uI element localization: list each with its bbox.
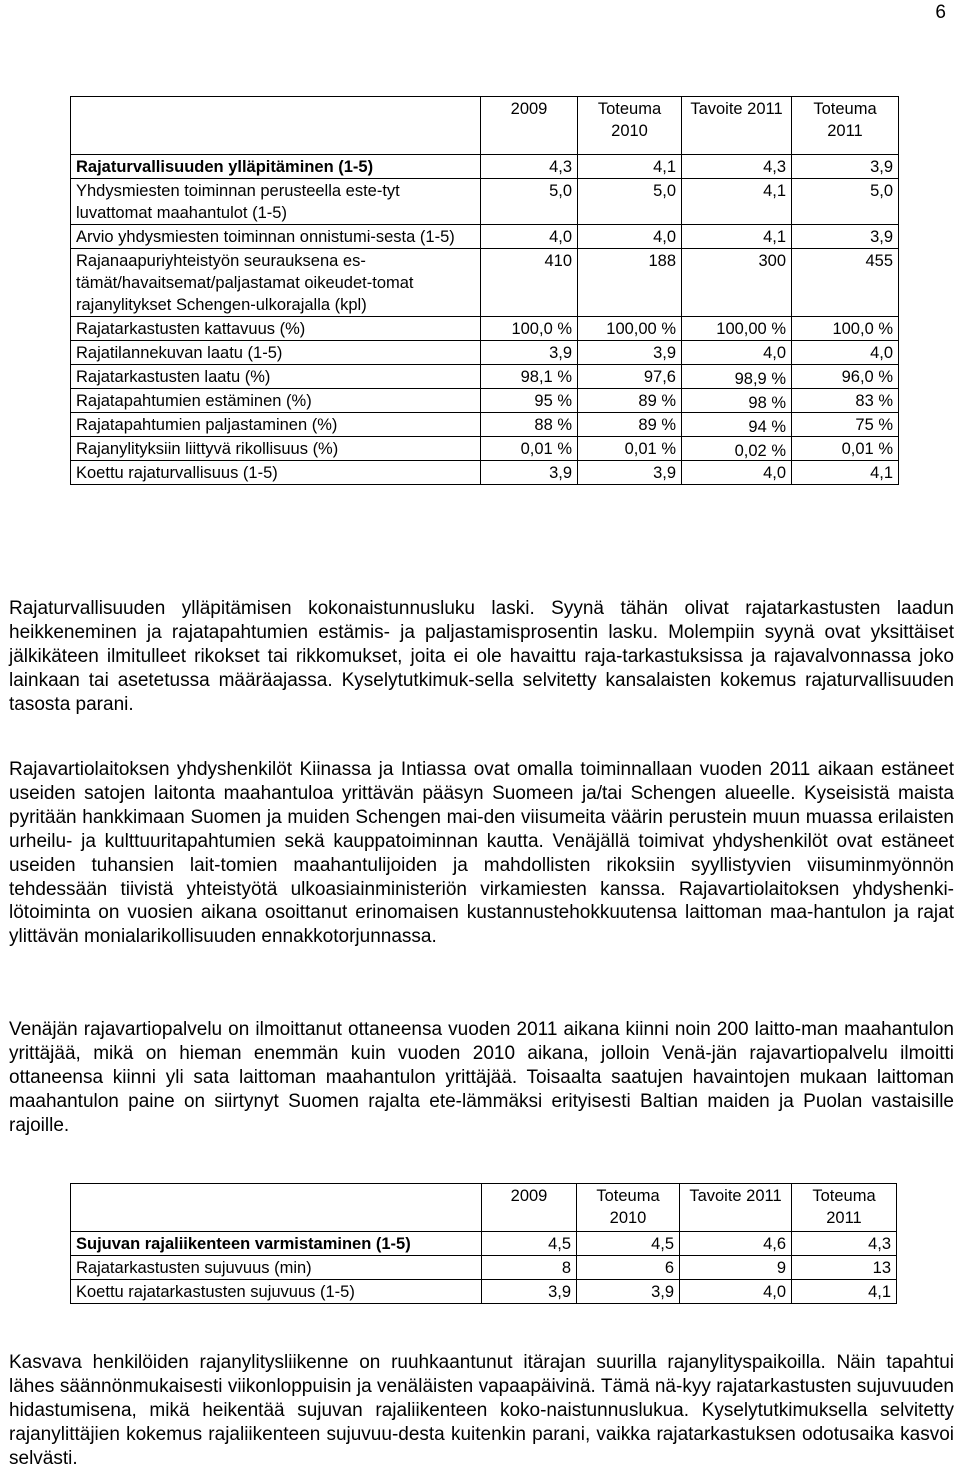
table-row — [71, 413, 899, 437]
value-cell: 3,9 — [577, 1280, 680, 1304]
value-cell: 88 % — [481, 413, 578, 437]
row-label: Rajanylityksiin liittyvä rikollisuus (%) — [71, 437, 481, 461]
value-cell: 13 — [792, 1256, 897, 1280]
value-cell: 3,9 — [578, 461, 682, 485]
value-cell: 4,1 — [578, 155, 682, 179]
row-label: Rajatilannekuvan laatu (1-5) — [71, 341, 481, 365]
row-label: Rajaturvallisuuden ylläpitäminen (1-5) — [71, 155, 481, 179]
value-cell: 98,1 % — [481, 365, 578, 389]
value-cell: 8 — [482, 1256, 577, 1280]
value-cell: 89 % — [578, 389, 682, 413]
value-cell: 4,6 — [680, 1232, 792, 1256]
value-cell: 0,01 % — [792, 437, 899, 461]
body-paragraph: Rajaturvallisuuden ylläpitämisen kokonaistunnusluku laski. Syynä tähän olivat rajatarkastusten laadun heikkeneminen ja rajatapahtumien estämis- ja paljastamisprosentin lasku. Molempiin syynä ovat yksittäiset jälkikäteen ilmitulleet rikokset tai rikkomukset, joita ei ole havaittu raja-tarkastuksissa ja rajavalvonnassa joko lainkaan tai asetetussa määräajassa. Kyselytutkimuk-sella selvitetty kansalaisten kokemus rajaturvallisuuden tasosta parani. — [9, 598, 954, 715]
table-row — [71, 225, 899, 249]
value-cell: 9 — [680, 1256, 792, 1280]
table-row — [71, 437, 899, 461]
header-cell: Toteuma 2011 — [792, 97, 899, 155]
table-row — [71, 341, 899, 365]
value-cell: 4,0 — [481, 225, 578, 249]
header-cell: Toteuma 2010 — [577, 1184, 680, 1232]
value-cell: 4,0 — [578, 225, 682, 249]
table-row — [71, 179, 899, 225]
value-cell: 75 % — [792, 413, 899, 437]
value-cell: 0,01 % — [578, 437, 682, 461]
body-paragraph: Kasvava henkilöiden rajanylitysliikenne on ruuhkaantunut itärajan suurilla rajanylityspaikoilla. Näin tapahtui lähes säännönmukaisesti viikonloppuisin ja venäläisten vapaapäivinä. Tämä nä-kyy rajatarkastusten sujuvuuden hidastumisena, mikä heikentää sujuvan rajaliikenteen koko-naistunnuslukua. Kyselytutkimuksella selvitetty rajanylittäjien kokemus rajaliikenteen sujuvuu-desta kuitenkin parani, vaikka rajatarkastuksen odotusaika kasvoi selvästi. — [9, 1352, 954, 1469]
value-cell: 4,1 — [682, 179, 792, 225]
header-cell: 2009 — [481, 97, 578, 155]
row-label: Rajatarkastusten laatu (%) — [71, 365, 481, 389]
header-cell: Toteuma 2010 — [578, 97, 682, 155]
value-cell: 0,01 % — [481, 437, 578, 461]
value-cell: 4,5 — [577, 1232, 680, 1256]
header-cell — [71, 97, 481, 155]
value-cell: 96,0 % — [792, 365, 899, 389]
value-cell: 300 — [682, 249, 792, 317]
value-cell: 89 % — [578, 413, 682, 437]
value-cell: 5,0 — [578, 179, 682, 225]
value-cell — [682, 413, 792, 437]
row-label: Koettu rajaturvallisuus (1-5) — [71, 461, 481, 485]
value-cell: 4,0 — [792, 341, 899, 365]
value-text: 94 % — [748, 418, 786, 436]
value-cell: 410 — [481, 249, 578, 317]
value-cell: 100,00 % — [682, 317, 792, 341]
body-paragraph: Venäjän rajavartiopalvelu on ilmoittanut ottaneensa vuoden 2011 aikana kiinni noin 200 laitto-man maahantulon yrittäjää, mikä on hieman enemmän kuin vuoden 2010 aikana, jolloin Venä-jän rajavartiopalvelu ilmoitti ottaneensa kiinni yli sata laittoman maahantulon yrittäjää. Toisaalta saatujen havaintojen mukaan laittoman maahantulon paine on siirtynyt Suomen rajalta ete-lämmäksi erityisesti Baltian maiden ja Puolan vastaisille rajoille. — [9, 1019, 954, 1136]
row-label: Rajanaapuriyhteistyön seurauksena es-tämät/havaitsemat/paljastamat oikeudet-tomat rajanylitykset Schengen-ulkorajalla (kpl) — [71, 249, 481, 317]
value-cell: 3,9 — [578, 341, 682, 365]
header-cell: Tavoite 2011 — [680, 1184, 792, 1232]
table-header-row — [71, 97, 899, 155]
value-cell: 4,5 — [482, 1232, 577, 1256]
value-cell: 3,9 — [792, 225, 899, 249]
value-cell — [682, 389, 792, 413]
row-label: Koettu rajatarkastusten sujuvuus (1-5) — [71, 1280, 482, 1304]
row-label: Rajatarkastusten sujuvuus (min) — [71, 1256, 482, 1280]
table-row — [71, 249, 899, 317]
value-cell: 100,00 % — [578, 317, 682, 341]
value-cell: 188 — [578, 249, 682, 317]
value-text: 98,9 % — [734, 370, 786, 388]
value-cell: 3,9 — [792, 155, 899, 179]
border-traffic-table — [70, 1183, 897, 1304]
row-label: Rajatapahtumien estäminen (%) — [71, 389, 481, 413]
value-cell: 3,9 — [482, 1280, 577, 1304]
row-label: Sujuvan rajaliikenteen varmistaminen (1-5) — [71, 1232, 482, 1256]
table-row — [71, 1256, 897, 1280]
value-cell: 5,0 — [481, 179, 578, 225]
value-cell: 95 % — [481, 389, 578, 413]
value-text: 98 % — [748, 394, 786, 412]
row-label: Yhdysmiesten toiminnan perusteella este-tyt luvattomat maahantulot (1-5) — [71, 179, 481, 225]
header-cell — [71, 1184, 482, 1232]
table-row — [71, 1280, 897, 1304]
table-row — [71, 389, 899, 413]
value-cell: 4,1 — [682, 225, 792, 249]
table-header-row — [71, 1184, 897, 1232]
table-row — [71, 461, 899, 485]
value-cell: 4,1 — [792, 1280, 897, 1304]
value-cell: 3,9 — [481, 461, 578, 485]
body-paragraph: Rajavartiolaitoksen yhdyshenkilöt Kiinassa ja Intiassa ovat omalla toiminnallaan vuoden 2011 aikaan estäneet useiden satojen laitonta maahantuloa yrittävän pääsyn Suomeen ja/tai Schengen alueelle. Kyseisistä maista pyritään hankkimaan Suomen ja muiden Schengen mai-den viisumeita väärin perustein muun muassa erilaisten urheilu- ja kulttuuritapahtumien sekä kauppatoiminnan kautta. Venäjällä toimivat yhdyshenkilöt ovat estäneet useiden tuhansien lait-tomien maahantulijoiden ja mahdollisten rikoksiin syyllistyvien viisuminmyönnön tehdessään tiivistä yhteistyötä ulkoasiainministeriön virkamiesten kanssa. Rajavartiolaitoksen yhdyshenki-lötoiminta on vuosien aikana osoittanut erinomaisen kustannustehokkuutensa laittoman maa-hantulon ja rajat ylittävän monialarikollisuuden ennakkotorjunnassa. — [9, 759, 954, 948]
value-cell: 4,3 — [682, 155, 792, 179]
value-cell: 4,0 — [682, 461, 792, 485]
header-cell: Toteuma 2011 — [792, 1184, 897, 1232]
table-row — [71, 1232, 897, 1256]
value-cell: 4,3 — [481, 155, 578, 179]
value-cell — [682, 365, 792, 389]
value-cell — [682, 437, 792, 461]
row-label: Arvio yhdysmiesten toiminnan onnistumi-sesta (1-5) — [71, 225, 481, 249]
value-cell: 100,0 % — [792, 317, 899, 341]
value-cell: 100,0 % — [481, 317, 578, 341]
page-number: 6 — [935, 2, 946, 23]
value-cell: 5,0 — [792, 179, 899, 225]
value-cell: 3,9 — [481, 341, 578, 365]
value-cell: 4,0 — [682, 341, 792, 365]
row-label: Rajatarkastusten kattavuus (%) — [71, 317, 481, 341]
header-cell: 2009 — [482, 1184, 577, 1232]
border-security-table — [70, 96, 899, 485]
table-row — [71, 365, 899, 389]
value-cell: 455 — [792, 249, 899, 317]
value-text: 0,02 % — [734, 442, 786, 460]
value-cell: 97,6 — [578, 365, 682, 389]
value-cell: 6 — [577, 1256, 680, 1280]
table-row — [71, 155, 899, 179]
value-cell: 4,3 — [792, 1232, 897, 1256]
value-cell: 83 % — [792, 389, 899, 413]
value-cell: 4,0 — [680, 1280, 792, 1304]
header-cell: Tavoite 2011 — [682, 97, 792, 155]
table-row — [71, 317, 899, 341]
row-label: Rajatapahtumien paljastaminen (%) — [71, 413, 481, 437]
value-cell: 4,1 — [792, 461, 899, 485]
